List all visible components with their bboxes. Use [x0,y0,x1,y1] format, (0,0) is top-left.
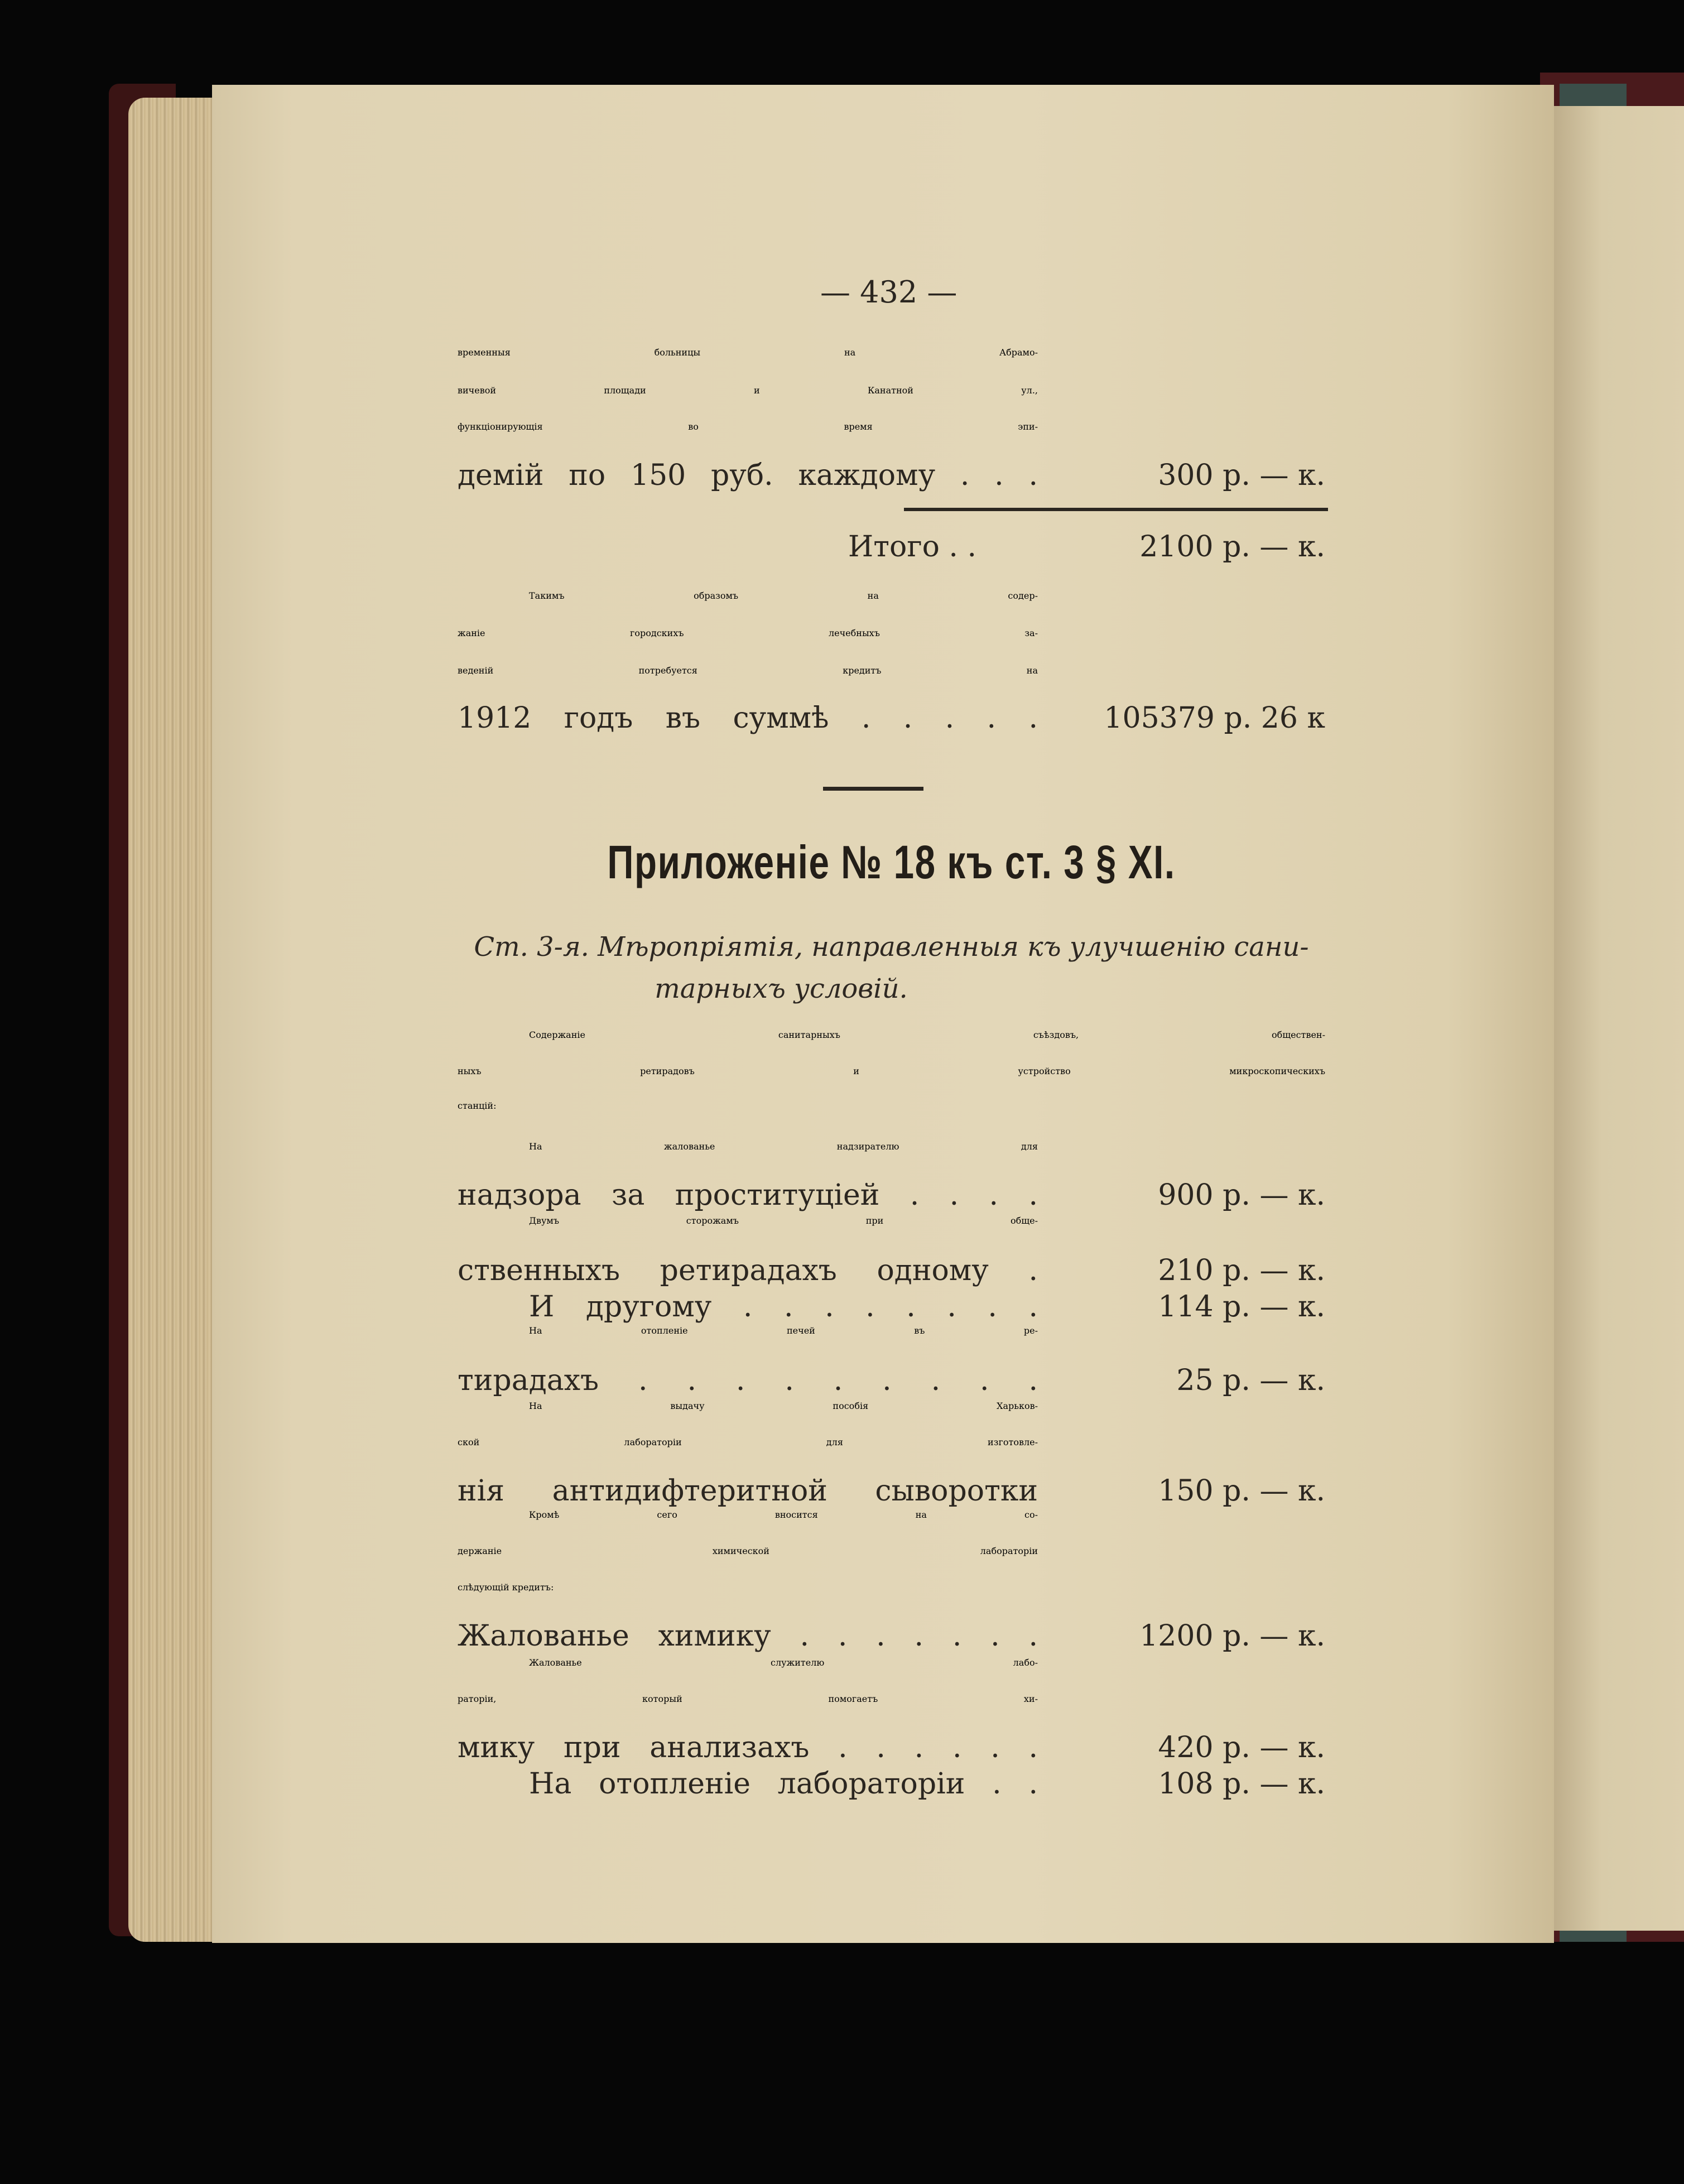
summary-row [458,700,1325,736]
text-line: ныхъ ретирадовъ и устройство микроскопическихъ [458,1066,1325,1076]
article-subheading: Ст. 3-я. Мѣропріятія, направленныя къ улучшенію сани- [474,931,1309,963]
ledger-label: На отопленіе лабораторіи . . [529,1767,1038,1801]
text-line: держаніе химической лабораторіи [458,1546,1038,1556]
ledger-amount: 420 р. — к. [1158,1731,1325,1764]
summary-amount: 105379 р. 26 к [1104,701,1325,735]
ledger-amount: 300 р. — к. [1158,459,1325,492]
ledger-label: И другому . . . . . . . . [529,1290,1038,1324]
ledger-amount: 108 р. — к. [1158,1767,1325,1801]
ledger-label: Жалованье химику . . . . . . . [458,1619,1038,1653]
text-line: Такимъ образомъ на содер- [529,590,1038,601]
ledger-row [458,1363,1325,1398]
text-line: Содержаніе санитарныхъ съѣздовъ, обществен- [529,1030,1325,1040]
section-divider [823,787,923,791]
summary-label: 1912 годъ въ суммѣ . . . . . [458,701,1038,735]
total-amount: 2100 р. — к. [1139,530,1325,564]
text-line: раторіи, который помогаетъ хи- [458,1694,1038,1704]
text-line: На жалованье надзирателю для [529,1141,1038,1152]
ledger-row [458,1766,1325,1802]
ledger-amount: 150 р. — к. [1158,1474,1325,1508]
text-line: временныя больницы на Абрамо- [458,347,1038,358]
ledger-label: надзора за проституціей . . . . [458,1178,1038,1212]
ledger-amount: 900 р. — к. [1158,1178,1325,1212]
appendix-heading: Приложеніе № 18 къ ст. 3 § XI. [607,836,1176,888]
ledger-amount: 210 р. — к. [1158,1254,1325,1287]
ledger-label: ственныхъ ретирадахъ одному . [458,1254,1038,1287]
text-line: станцій: [458,1100,497,1111]
text-line: жаніе городскихъ лечебныхъ за- [458,628,1038,638]
ledger-row [458,1730,1325,1766]
ledger-row [458,1618,1325,1654]
facing-page [1543,106,1684,1931]
text-line: На отопленіе печей въ ре- [529,1325,1038,1336]
page-stack-edge [128,98,223,1942]
ledger-label: мику при анализахъ . . . . . . [458,1731,1038,1764]
text-line: функціонирующія во время эпи- [458,421,1038,432]
text-line: слѣдующій кредитъ: [458,1582,554,1593]
ledger-row [458,458,1325,493]
text-line: Жалованье служителю лабо- [529,1657,1038,1668]
text-line: Кромѣ сего вносится на со- [529,1509,1038,1520]
ledger-row [458,1473,1325,1509]
text-line: веденій потребуется кредитъ на [458,665,1038,676]
ledger-row [458,1177,1325,1213]
ledger-amount: 114 р. — к. [1158,1290,1325,1324]
text-line: На выдачу пособія Харьков- [529,1401,1038,1411]
ledger-amount: 1200 р. — к. [1139,1619,1325,1653]
text-line: Двумъ сторожамъ при обще- [529,1215,1038,1226]
ledger-label: нія антидифтеритной сыворотки [458,1474,1038,1508]
ledger-label: демій по 150 руб. каждому . . . [458,459,1038,492]
text-line: ской лабораторіи для изготовле- [458,1437,1038,1447]
ledger-label: тирадахъ . . . . . . . . . [458,1364,1038,1397]
text-line: вичевой площади и Канатной ул., [458,385,1038,396]
article-subheading: тарныхъ условій. [655,973,908,1004]
ledger-row [458,1253,1325,1288]
ledger-row [458,1289,1325,1325]
total-label: Итого . . [848,530,976,564]
total-rule [904,508,1328,511]
ledger-amount: 25 р. — к. [1176,1364,1325,1397]
page-number: — 432 — [820,275,958,310]
total-row [458,529,1325,565]
